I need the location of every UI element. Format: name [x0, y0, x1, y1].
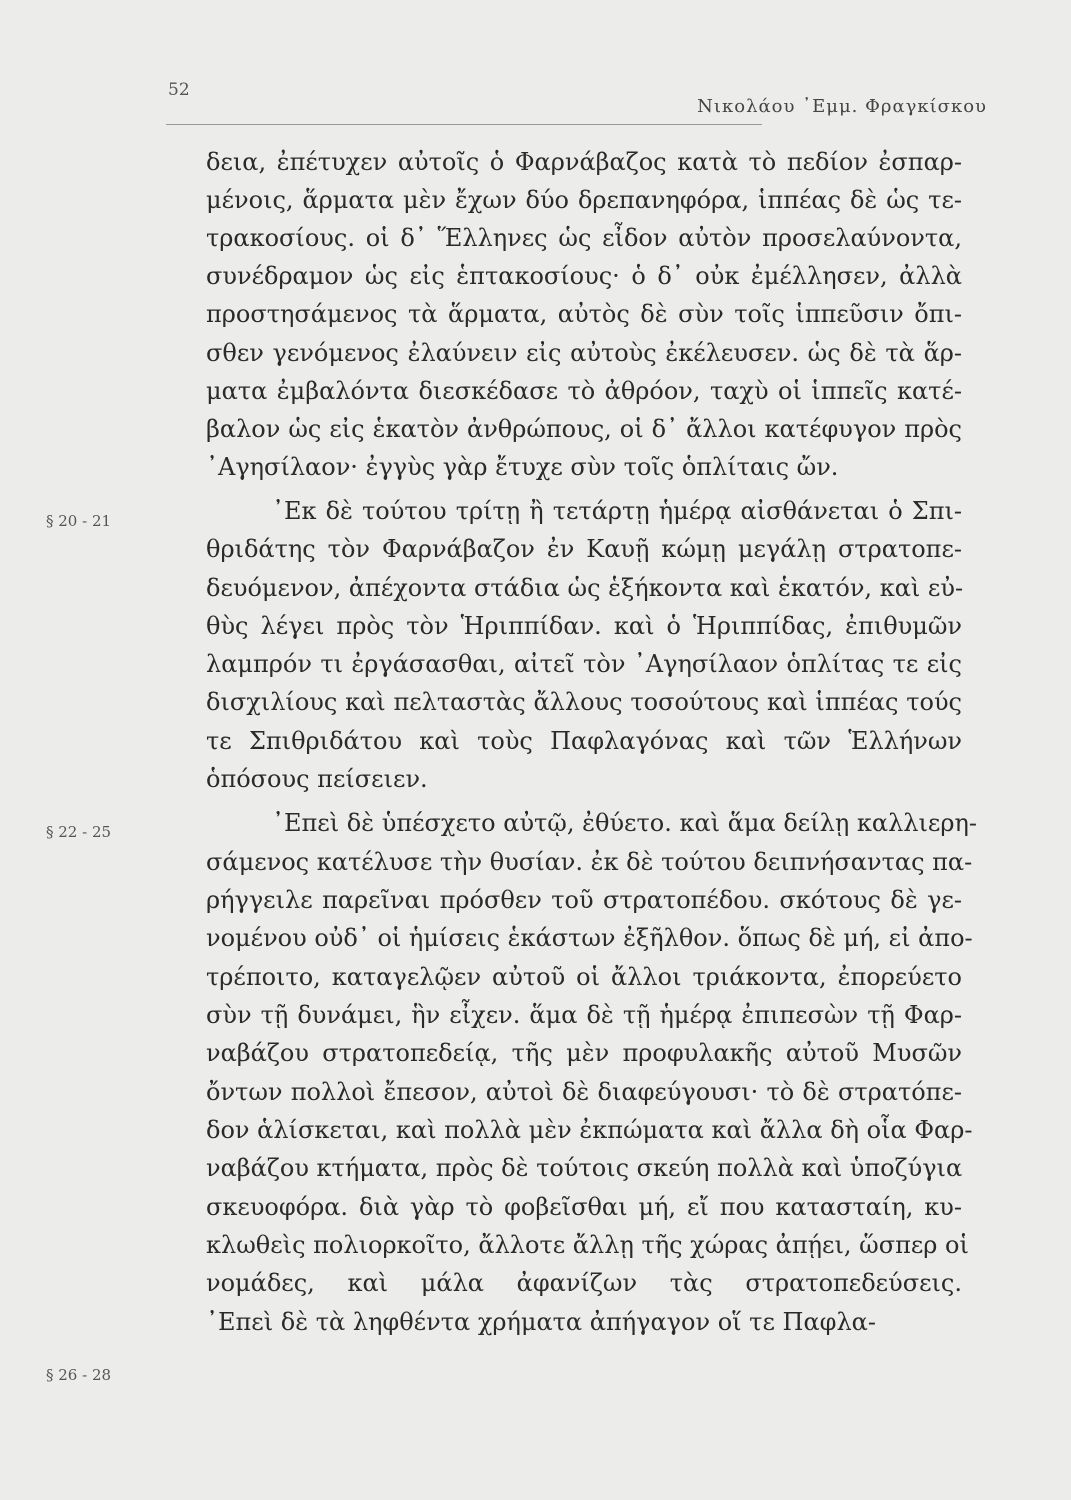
text-line: ᾿Επεὶ δὲ τὰ ληφθέντα χρήματα ἀπήγαγον οἵ τε Παφλα-	[206, 1308, 876, 1336]
header-rule	[166, 124, 762, 125]
text-line: θὺς λέγει πρὸς τὸν Ἡριππίδαν. καὶ ὁ Ἡριππίδας, ἐπιθυμῶν	[206, 612, 962, 640]
margin-section-ref: § 20 - 21	[46, 512, 112, 530]
text-line: ᾿Αγησίλαον· ἐγγὺς γὰρ ἔτυχε σὺν τοῖς ὁπλίταις ὤν.	[206, 453, 839, 481]
text-line: ναβάζου κτήματα, πρὸς δὲ τούτοις σκεύη πολλὰ καὶ ὑποζύγια	[206, 1154, 963, 1182]
text-line: τρέποιτο, καταγελῷεν αὐτοῦ οἱ ἄλλοι τριάκοντα, ἐπορεύετο	[206, 963, 962, 991]
text-line: ὁπόσους πείσειεν.	[206, 765, 428, 793]
page-number: 52	[168, 80, 190, 100]
paragraph-first-line	[272, 1347, 962, 1385]
text-line: συνέδραμον ὡς εἰς ἑπτακοσίους· ὁ δ᾿ οὐκ ἐμέλλησεν, ἀλλὰ	[206, 262, 962, 290]
margin-section-ref: § 22 - 25	[46, 823, 112, 841]
text-line: βαλον ὡς εἰς ἑκατὸν ἀνθρώπους, οἱ δ᾿ ἄλλοι κατέφυγον πρὸς	[206, 415, 962, 443]
text-line: σκευοφόρα. διὰ γὰρ τὸ φοβεῖσθαι μή, εἴ που κατασταίη, κυ-	[206, 1193, 962, 1221]
text-line: δευόμενον, ἀπέχοντα στάδια ὡς ἑξήκοντα καὶ ἑκατόν, καὶ εὐ-	[206, 574, 964, 602]
text-line: σάμενος κατέλυσε τὴν θυσίαν. ἐκ δὲ τούτου δειπνήσαντας πα-	[206, 848, 973, 876]
text-line: σὺν τῇ δυνάμει, ἣν εἶχεν. ἅμα δὲ τῇ ἡμέρᾳ ἐπιπεσὼν τῇ Φαρ-	[206, 1001, 962, 1029]
running-header: Νικολάου ᾿Εμμ. Φραγκίσκου	[697, 96, 987, 117]
paragraph-first-line: ᾿Εκ δὲ τούτου τρίτῃ ἢ τετάρτῃ ἡμέρᾳ αἰσθάνεται ὁ Σπι-	[272, 497, 962, 525]
text-line: ὄντων πολλοὶ ἔπεσον, αὐτοὶ δὲ διαφεύγουσι· τὸ δὲ στρατόπε-	[206, 1078, 962, 1106]
text-line: ρήγγειλε παρεῖναι πρόσθεν τοῦ στρατοπέδου. σκότους δὲ γε-	[206, 886, 962, 914]
text-line: ματα ἐμβαλόντα διεσκέδασε τὸ ἀθρόον, ταχὺ οἱ ἱππεῖς κατέ-	[206, 377, 962, 405]
paragraph-first-line: ᾿Επεὶ δὲ ὑπέσχετο αὐτῷ, ἐθύετο. καὶ ἅμα δείλῃ καλλιερη-	[272, 809, 977, 837]
text-line: προστησάμενος τὰ ἅρματα, αὐτὸς δὲ σὺν τοῖς ἱππεῦσιν ὄπι-	[206, 300, 962, 328]
text-line: νομένου οὐδ᾿ οἱ ἡμίσεις ἑκάστων ἐξῆλθον. ὅπως δὲ μή, εἰ ἀπο-	[206, 924, 973, 952]
text-line: δισχιλίους καὶ πελταστὰς ἄλλους τοσούτους καὶ ἱππέας τούς	[206, 688, 962, 716]
text-line: μένοις, ἅρματα μὲν ἔχων δύο δρεπανηφόρα, ἱππέας δὲ ὡς τε-	[206, 186, 962, 214]
text-line: δεια, ἐπέτυχεν αὐτοῖς ὁ Φαρνάβαζος κατὰ τὸ πεδίον ἐσπαρ-	[206, 148, 962, 176]
text-line: λαμπρόν τι ἐργάσασθαι, αἰτεῖ τὸν ᾿Αγησίλαον ὁπλίτας τε εἰς	[206, 650, 962, 678]
text-line: κλωθεὶς πολιορκοῖτο, ἄλλοτε ἄλλῃ τῆς χώρας ἀπῄει, ὥσπερ οἱ	[206, 1231, 969, 1259]
text-line: σθεν γενόμενος ἐλαύνειν εἰς αὐτοὺς ἐκέλευσεν. ὡς δὲ τὰ ἅρ-	[206, 339, 962, 367]
text-line: δον ἁλίσκεται, καὶ πολλὰ μὲν ἐκπώματα καὶ ἄλλα δὴ οἷα Φαρ-	[206, 1116, 973, 1144]
text-line: νομάδες, καὶ μάλα ἀφανίζων τὰς στρατοπεδεύσεις.	[206, 1269, 962, 1297]
text-line: θριδάτης τὸν Φαρνάβαζον ἐν Καυῇ κώμῃ μεγάλῃ στρατοπε-	[206, 535, 962, 563]
text-line: τρακοσίους. οἱ δ᾿ Ἕλληνες ὡς εἶδον αὐτὸν προσελαύνοντα,	[206, 224, 962, 252]
text-line: ναβάζου στρατοπεδείᾳ, τῆς μὲν προφυλακῆς αὐτοῦ Μυσῶν	[206, 1039, 962, 1067]
text-line: τε Σπιθριδάτου καὶ τοὺς Παφλαγόνας καὶ τῶν Ἑλλήνων	[206, 727, 962, 755]
margin-section-ref: § 26 - 28	[46, 1366, 112, 1384]
